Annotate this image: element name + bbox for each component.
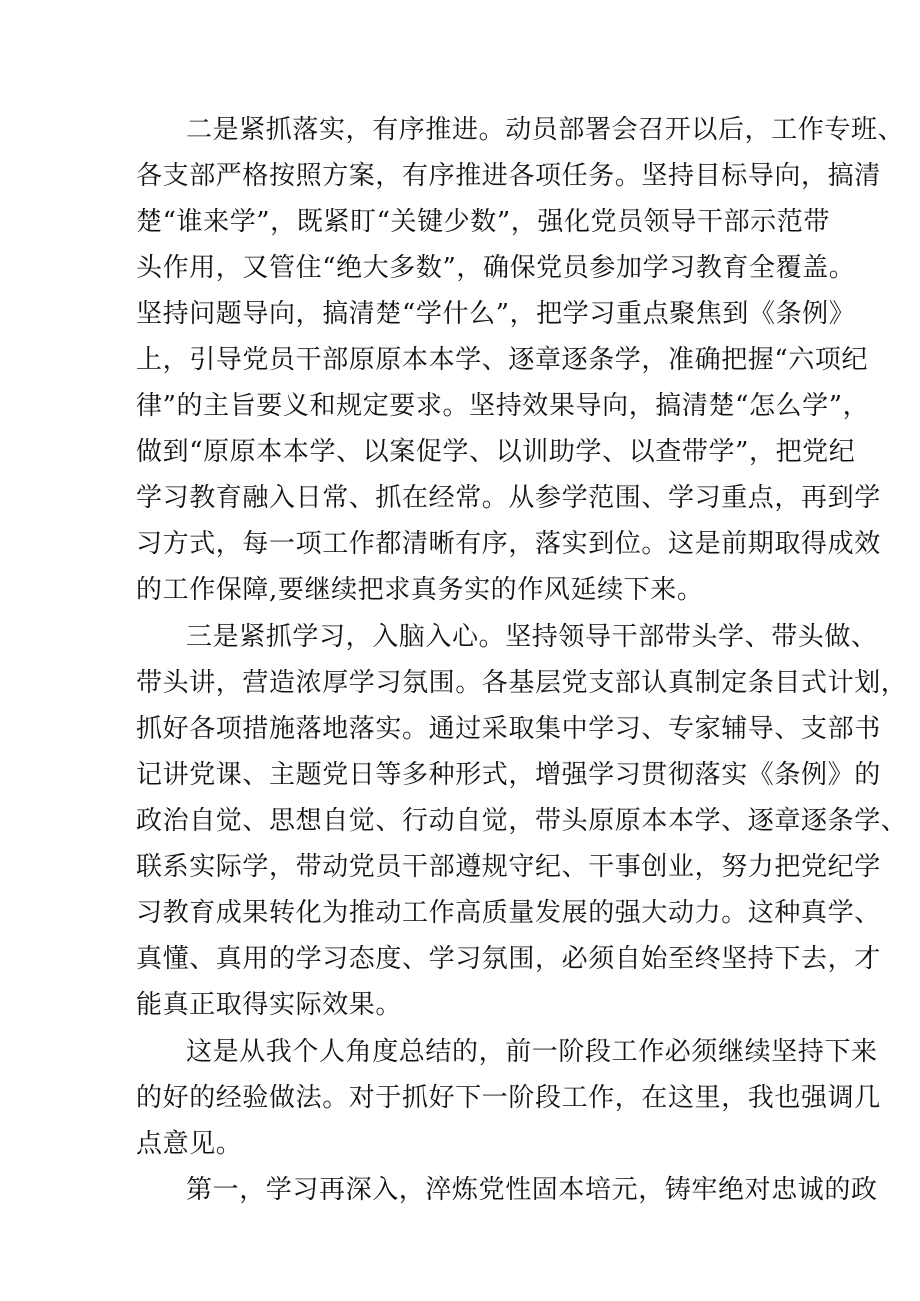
paragraph-1-line-6: 上，引导党员干部原原本本学、逐章逐条学，准确把握“六项纪: [136, 345, 869, 375]
paragraph-4-line-1: 第一，学习再深入，淬炼党性固本培元，铸牢绝对忠诚的政: [186, 1175, 878, 1205]
paragraph-2-line-2: 带头讲，营造浓厚学习氛围。各基层党支部认真制定条目式计划，: [136, 668, 908, 698]
paragraph-2-line-5: 政治自觉、思想自觉、行动自觉，带头原原本本学、逐章逐条学、: [136, 806, 908, 836]
paragraph-2-line-8: 真懂、真用的学习态度、学习氛围，必须自始至终坚持下去，才: [136, 944, 881, 974]
paragraph-1-line-1: 二是紧抓落实，有序推进。动员部署会召开以后，工作专班、: [186, 115, 905, 145]
paragraph-1-line-5: 坚持问题导向，搞清楚“学什么”，把学习重点聚焦到《条例》: [136, 299, 856, 329]
paragraph-1-line-3: 楚“谁来学”，既紧盯“关键少数”，强化党员领导干部示范带: [136, 207, 830, 237]
paragraph-2-line-6: 联系实际学，带动党员干部遵规守纪、干事创业，努力把党纪学: [136, 852, 881, 882]
paragraph-3-line-2: 的好的经验做法。对于抓好下一阶段工作，在这里，我也强调几: [136, 1083, 881, 1113]
paragraph-2-line-1: 三是紧抓学习，入脑入心。坚持领导干部带头学、带头做、: [186, 622, 878, 652]
paragraph-3-line-1: 这是从我个人角度总结的，前一阶段工作必须继续坚持下来: [186, 1037, 878, 1067]
paragraph-1-line-10: 习方式，每一项工作都清晰有序，落实到位。这是前期取得成效: [136, 529, 881, 559]
paragraph-1-line-9: 学习教育融入日常、抓在经常。从参学范围、学习重点，再到学: [136, 483, 881, 513]
paragraph-1-line-8: 做到“原原本本学、以案促学、以训助学、以查带学”，把党纪: [136, 437, 856, 467]
paragraph-2-line-7: 习教育成果转化为推动工作高质量发展的强大动力。这种真学、: [136, 898, 881, 928]
paragraph-2-line-3: 抓好各项措施落地落实。通过采取集中学习、专家辅导、支部书: [136, 714, 881, 744]
paragraph-1-line-11: 的工作保障,要继续把求真务实的作风延续下来。: [136, 575, 704, 605]
paragraph-1-line-7: 律”的主旨要义和规定要求。坚持效果导向，搞清楚“怎么学”，: [136, 391, 870, 421]
paragraph-2-line-9: 能真正取得实际效果。: [136, 990, 403, 1020]
paragraph-2-line-4: 记讲党课、主题党日等多种形式，增强学习贯彻落实《条例》的: [136, 760, 881, 790]
paragraph-3-line-3: 点意见。: [136, 1129, 243, 1159]
paragraph-1-line-4: 头作用，又管住“绝大多数”，确保党员参加学习教育全覆盖。: [136, 253, 856, 283]
paragraph-1-line-2: 各支部严格按照方案，有序推进各项任务。坚持目标导向，搞清: [136, 161, 881, 191]
